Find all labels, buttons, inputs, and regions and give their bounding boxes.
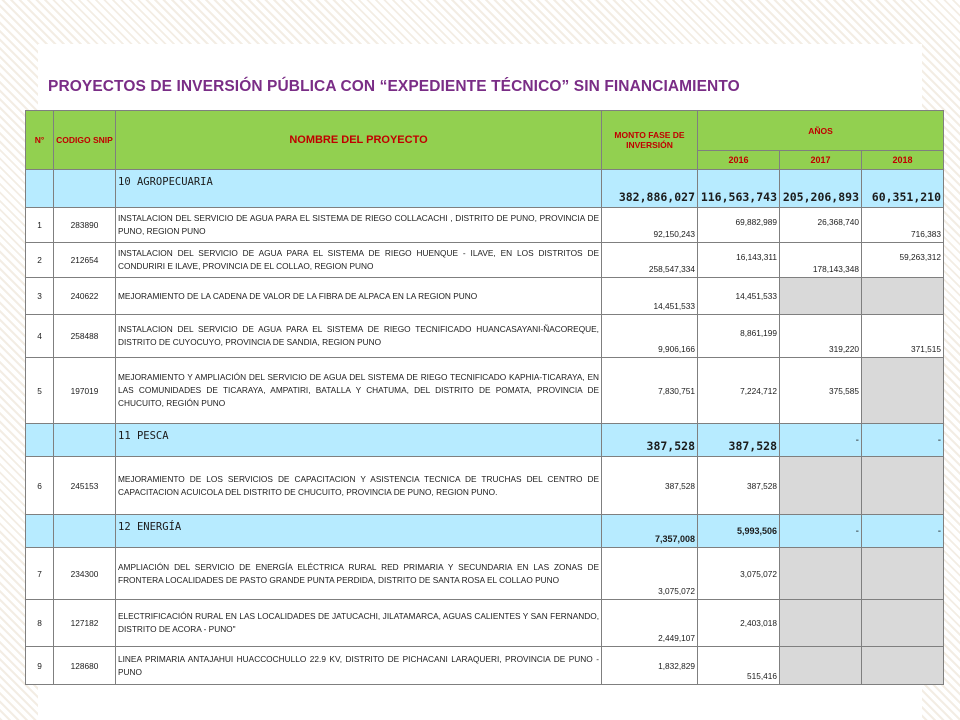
row-monto: 3,075,072 <box>602 548 698 600</box>
sector-snip-cell <box>54 515 116 548</box>
row-monto: 2,449,107 <box>602 600 698 647</box>
row-num: 3 <box>26 278 54 315</box>
row-2016: 8,861,199 <box>698 315 780 358</box>
table-row <box>26 358 944 424</box>
row-2017: 26,368,740 <box>780 208 862 243</box>
sector-row-energia <box>26 515 944 548</box>
row-project-name: MEJORAMIENTO Y AMPLIACIÓN DEL SERVICIO DE AGUA DEL SISTEMA DE RIEGO TECNIFICADO KAPHIA-TICARAYA, EN LAS COMUNIDADES DE TICARAYA, AMPATIRI, BATALLA Y CHATUMA, DEL DISTRITO DE POMATA, PROVINCIA DE CHUCUITO, REGIÓN PUNO <box>116 358 602 424</box>
row-project-name: MEJORAMIENTO DE LA CADENA DE VALOR DE LA FIBRA DE ALPACA EN LA REGION PUNO <box>116 278 602 315</box>
row-monto: 1,832,829 <box>602 647 698 685</box>
sector-2018: - <box>862 424 944 457</box>
header-year-2018: 2018 <box>862 151 944 170</box>
row-snip: 240622 <box>54 278 116 315</box>
sector-monto: 382,886,027 <box>602 170 698 208</box>
row-2017: 319,220 <box>780 315 862 358</box>
sector-name: 11 PESCA <box>116 424 602 457</box>
row-project-name: ELECTRIFICACIÓN RURAL EN LAS LOCALIDADES DE JATUCACHI, JILATAMARCA, AGUAS CALIENTES Y SAN FERNANDO, DISTRITO DE ACORA - PUNO" <box>116 600 602 647</box>
row-num: 7 <box>26 548 54 600</box>
sector-num-cell <box>26 170 54 208</box>
row-snip: 127182 <box>54 600 116 647</box>
sector-2016: 5,993,506 <box>698 515 780 548</box>
row-project-name: LINEA PRIMARIA ANTAJAHUI HUACCOCHULLO 22.9 KV, DISTRITO DE PICHACANI LARAQUERI, PROVINCIA DE PUNO - PUNO <box>116 647 602 685</box>
row-2017 <box>780 600 862 647</box>
sector-snip-cell <box>54 170 116 208</box>
sector-row-pesca <box>26 424 944 457</box>
header-year-2016: 2016 <box>698 151 780 170</box>
page-title: PROYECTOS DE INVERSIÓN PÚBLICA CON “EXPEDIENTE TÉCNICO” SIN FINANCIAMIENTO <box>48 78 740 95</box>
table-row <box>26 243 944 278</box>
row-num: 1 <box>26 208 54 243</box>
table-row <box>26 208 944 243</box>
row-2016: 69,882,989 <box>698 208 780 243</box>
row-num: 6 <box>26 457 54 515</box>
table-row <box>26 457 944 515</box>
row-project-name: MEJORAMIENTO DE LOS SERVICIOS DE CAPACITACION Y ASISTENCIA TECNICA DE TRUCHAS DEL CENTRO DE CAPACITACION ACUICOLA DEL DISTRITO DE CHUCUITO, PROVINCIA DE PUNO, REGION PUNO. <box>116 457 602 515</box>
row-num: 2 <box>26 243 54 278</box>
table-row <box>26 278 944 315</box>
sector-2017: - <box>780 515 862 548</box>
row-2018 <box>862 457 944 515</box>
sector-2016: 387,528 <box>698 424 780 457</box>
row-project-name: INSTALACION DEL SERVICIO DE AGUA PARA EL SISTEMA DE RIEGO TECNIFICADO HUANCASAYANI-ÑACOREQUE, DISTRITO DE CUYOCUYO, PROVINCIA DE SANDIA, REGION PUNO <box>116 315 602 358</box>
row-snip: 258488 <box>54 315 116 358</box>
row-monto: 14,451,533 <box>602 278 698 315</box>
header-monto: MONTO FASE DE INVERSIÓN <box>602 111 698 170</box>
row-monto: 9,906,166 <box>602 315 698 358</box>
row-2016: 2,403,018 <box>698 600 780 647</box>
projects-table <box>25 110 944 685</box>
row-snip: 283890 <box>54 208 116 243</box>
row-project-name: INSTALACION DEL SERVICIO DE AGUA PARA EL SISTEMA DE RIEGO HUENQUE - ILAVE, EN LOS DISTRITOS DE CONDURIRI E ILAVE, PROVINCIA DE EL COLLAO, REGION PUNO <box>116 243 602 278</box>
table-row <box>26 548 944 600</box>
row-2016: 3,075,072 <box>698 548 780 600</box>
table-row <box>26 647 944 685</box>
row-2018 <box>862 548 944 600</box>
row-num: 8 <box>26 600 54 647</box>
row-2017 <box>780 548 862 600</box>
row-2018: 371,515 <box>862 315 944 358</box>
header-project-name: NOMBRE DEL PROYECTO <box>116 111 602 170</box>
row-snip: 197019 <box>54 358 116 424</box>
row-monto: 258,547,334 <box>602 243 698 278</box>
sector-2018: - <box>862 515 944 548</box>
row-2017: 375,585 <box>780 358 862 424</box>
row-project-name: AMPLIACIÓN DEL SERVICIO DE ENERGÍA ELÉCTRICA RURAL RED PRIMARIA Y SECUNDARIA EN LAS ZONAS DE FRONTERA LOCALIDADES DE PASTO GRANDE PUNTA PERDIDA, DISTRITO DE SANTA ROSA EL COLLAO PUNO <box>116 548 602 600</box>
sector-name: 10 AGROPECUARIA <box>116 170 602 208</box>
row-2018 <box>862 647 944 685</box>
row-2016: 387,528 <box>698 457 780 515</box>
row-2016: 16,143,311 <box>698 243 780 278</box>
row-2017 <box>780 647 862 685</box>
row-2017 <box>780 278 862 315</box>
row-2016: 515,416 <box>698 647 780 685</box>
row-snip: 245153 <box>54 457 116 515</box>
table-row <box>26 600 944 647</box>
sector-2018: 60,351,210 <box>862 170 944 208</box>
row-2018 <box>862 600 944 647</box>
sector-monto: 387,528 <box>602 424 698 457</box>
sector-row-agropecuaria <box>26 170 944 208</box>
row-2017 <box>780 457 862 515</box>
row-2016: 7,224,712 <box>698 358 780 424</box>
row-monto: 92,150,243 <box>602 208 698 243</box>
row-snip: 234300 <box>54 548 116 600</box>
sector-num-cell <box>26 515 54 548</box>
row-2018 <box>862 278 944 315</box>
row-2018: 59,263,312 <box>862 243 944 278</box>
sector-monto: 7,357,008 <box>602 515 698 548</box>
sector-name: 12 ENERGÍA <box>116 515 602 548</box>
row-snip: 212654 <box>54 243 116 278</box>
row-num: 9 <box>26 647 54 685</box>
row-2016: 14,451,533 <box>698 278 780 315</box>
sector-num-cell <box>26 424 54 457</box>
header-years-group: AÑOS <box>698 111 944 151</box>
table-row <box>26 315 944 358</box>
header-snip: CODIGO SNIP <box>54 111 116 170</box>
row-num: 5 <box>26 358 54 424</box>
header-year-2017: 2017 <box>780 151 862 170</box>
row-num: 4 <box>26 315 54 358</box>
sector-2017: 205,206,893 <box>780 170 862 208</box>
header-num: N° <box>26 111 54 170</box>
sector-snip-cell <box>54 424 116 457</box>
row-2017: 178,143,348 <box>780 243 862 278</box>
row-monto: 7,830,751 <box>602 358 698 424</box>
row-snip: 128680 <box>54 647 116 685</box>
row-2018 <box>862 358 944 424</box>
sector-2017: - <box>780 424 862 457</box>
row-2018: 716,383 <box>862 208 944 243</box>
row-monto: 387,528 <box>602 457 698 515</box>
row-project-name: INSTALACION DEL SERVICIO DE AGUA PARA EL SISTEMA DE RIEGO COLLACACHI , DISTRITO DE PUNO, PROVINCIA DE PUNO, REGION PUNO <box>116 208 602 243</box>
sector-2016: 116,563,743 <box>698 170 780 208</box>
